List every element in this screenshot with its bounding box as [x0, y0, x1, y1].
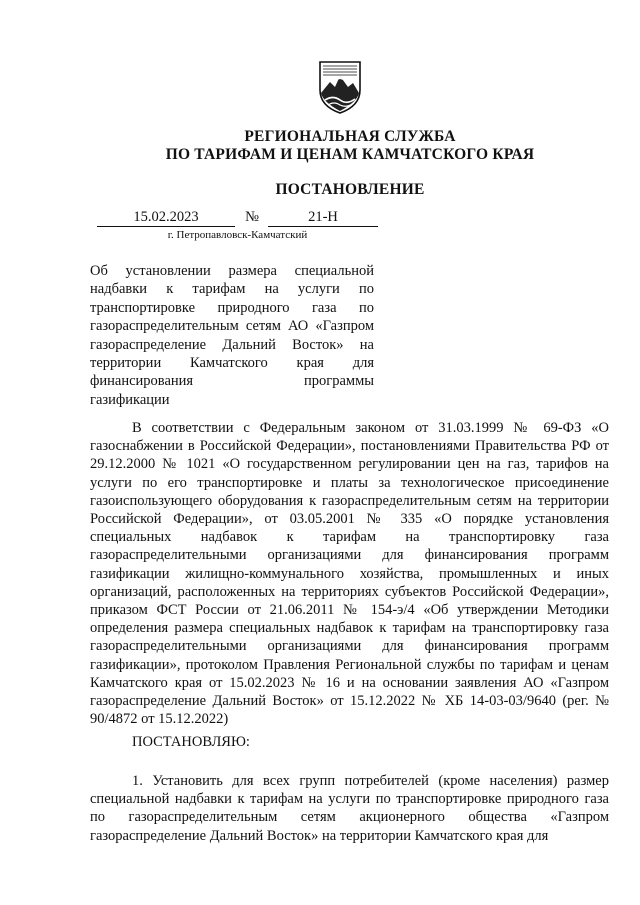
- org-name-line2: ПО ТАРИФАМ И ЦЕНАМ КАМЧАТСКОГО КРАЯ: [165, 146, 535, 163]
- document-subject: [90, 262, 374, 409]
- document-type-title: ПОСТАНОВЛЕНИЕ: [275, 181, 425, 198]
- subject-text: Об установлении размера специальной надбавки к тарифам на услуги по транспортировке природного газа по газораспределительным сетям АО «Газпром газораспределение Дальний Восток» на территории Камчатского края для финансирования программы: [90, 263, 374, 390]
- preamble-paragraph: В соответствии с Федеральным законом от 31.03.1999 № 69-ФЗ «О газоснабжении в Российской Федерации», постановлениями Правительства РФ от 29.12.2000 № 1021 «О государственном регулировании цен на газ, тарифов на услуги по его транспортировке и платы за технологическое присоединение газоиспользующего оборудования к газораспределительным сетям на территории Российской Федерации», от 03.05.2001 № 335 «О порядке установления специальных надбавок к тарифам на транспортировку газа газораспределительными организациями для финансирования программ газификации жилищно-коммунального хозяйства, промышленных и иных организаций, расположенных на территориях субъектов Российской Федерации», приказом ФСТ России от 21.06.2011 № 154-э/4 «Об утверждении Методики определения размера специальных надбавок к тарифам на транспортировку газа газораспределительными организациями для финансирования программ газификации», протоколом Правления Региональной службы по тарифам и ценам Камчатского края от 15.02.2023 № 16 и на основании заявления АО «Газпром газораспределение Дальний Восток» от 15.12.2022 № ХБ 14-03-03/9640 (рег. № 90/4872 от 15.12.2022): [90, 420, 609, 728]
- subject-text-last-line: газификации: [90, 391, 170, 408]
- document-number: 21-Н: [268, 208, 378, 227]
- document-date: 15.02.2023: [97, 208, 235, 227]
- number-label: №: [245, 209, 259, 225]
- city-name: г. Петропавловск-Камчатский: [167, 229, 308, 241]
- kamchatka-coat-of-arms-icon: [317, 60, 363, 114]
- resolution-point-1: 1. Установить для всех групп потребителей (кроме населения) размер специальной надбавки к тарифам на услуги по транспортировке природного газа по газораспределительным сетям акционерного общества «Газпром газораспределение Дальний Восток» на территории Камчатского края для: [90, 773, 609, 844]
- resolve-heading: ПОСТАНОВЛЯЮ:: [132, 734, 250, 750]
- org-name-line1: РЕГИОНАЛЬНАЯ СЛУЖБА: [244, 128, 456, 145]
